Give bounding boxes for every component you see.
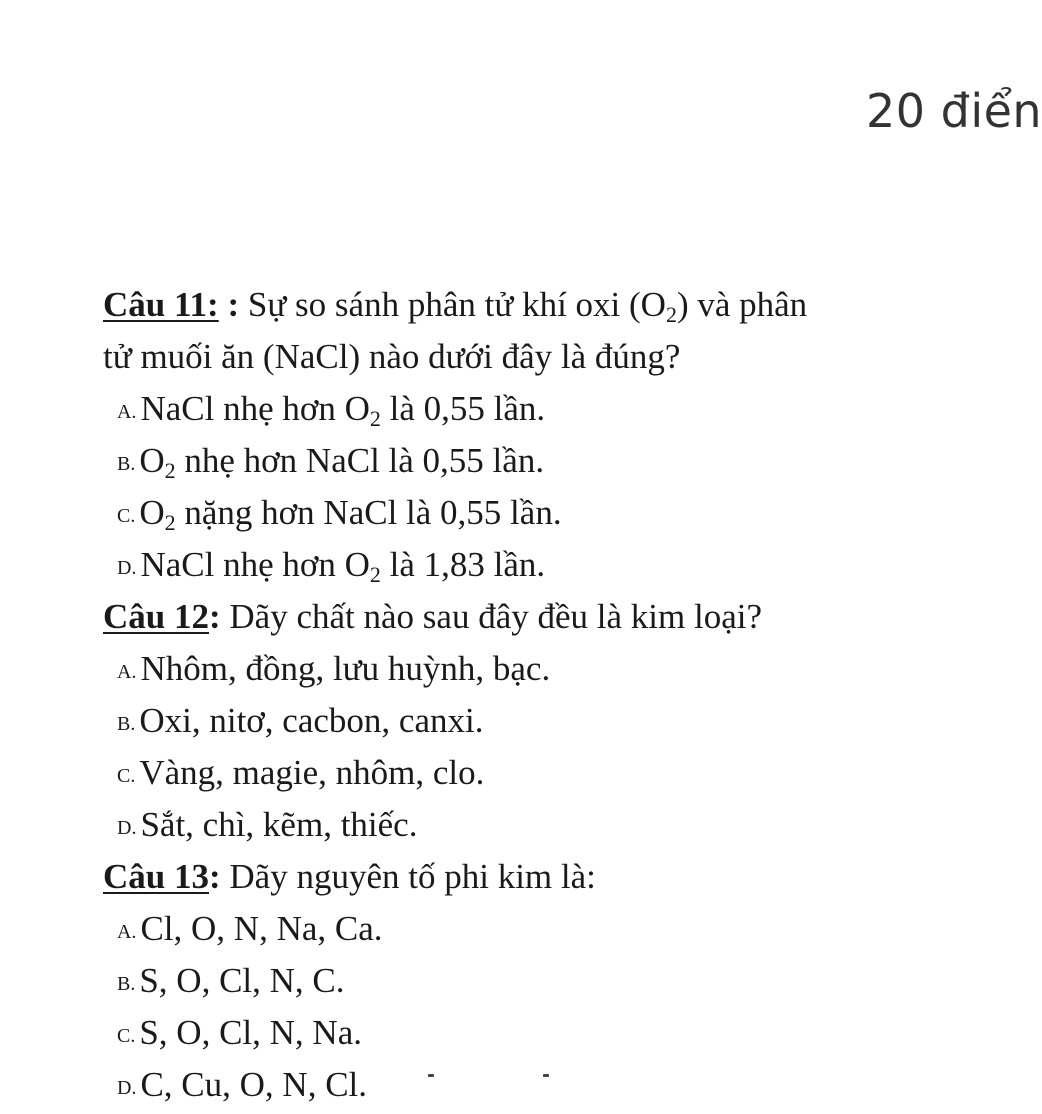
question-12-stem	[0, 591, 1024, 643]
question-13-number: Câu 13	[103, 857, 209, 896]
option-letter: D.	[117, 1077, 137, 1099]
cut-off-next-line	[0, 1070, 1024, 1082]
option-letter: A.	[117, 921, 137, 943]
option-letter: B.	[117, 453, 136, 475]
option-letter: B.	[117, 713, 136, 735]
question-11-stem	[0, 279, 1024, 331]
option-letter: C.	[117, 505, 136, 527]
question-11-option-d: D. NaCl nhẹ hơn $O_2$ là 1,83 lần.	[117, 545, 546, 587]
option-letter: C.	[117, 1025, 136, 1047]
question-12-number: Câu 12	[103, 597, 209, 636]
question-11-option-b: B. $O_2$ nhẹ hơn NaCl là 0,55 lần.	[117, 441, 545, 483]
question-11-separator: :	[218, 285, 240, 324]
question-11-continuation: tử muối ăn (NaCl) nào dưới đây là đúng?	[103, 337, 681, 376]
question-12-option-d: D. Sắt, chì, kẽm, thiếc.	[117, 805, 418, 844]
question-12-option-a: A. Nhôm, đồng, lưu huỳnh, bạc.	[117, 649, 551, 688]
question-list	[0, 279, 1024, 1111]
question-11-number: Câu 11:	[103, 285, 219, 324]
question-12-separator: :	[209, 597, 221, 636]
score-label: 20 điển	[866, 84, 1042, 138]
question-13-stem	[0, 851, 1024, 903]
option-letter: A.	[117, 401, 137, 423]
question-13-separator: :	[209, 857, 221, 896]
option-letter: A.	[117, 661, 137, 683]
accent-mark	[428, 1074, 434, 1077]
option-letter: C.	[117, 765, 136, 787]
option-letter: B.	[117, 973, 136, 995]
question-11-option-a: A. NaCl nhẹ hơn $O_2$ là 0,55 lần.	[117, 389, 546, 431]
option-letter: D.	[117, 557, 137, 579]
question-13-option-a: A. Cl, O, N, Na, Ca.	[117, 909, 383, 948]
question-12-text: Dãy chất nào sau đây đều là kim loại?	[220, 597, 762, 636]
accent-mark	[543, 1074, 549, 1077]
question-11-formula: $(O_2)$	[629, 285, 689, 327]
question-13-option-c: C. S, O, Cl, N, Na.	[117, 1013, 362, 1052]
question-13-option-b: B. S, O, Cl, N, C.	[117, 961, 345, 1000]
question-12-option-c: C. Vàng, magie, nhôm, clo.	[117, 753, 485, 792]
option-letter: D.	[117, 817, 137, 839]
question-13-option-d: D. C, Cu, O, N, Cl.	[117, 1065, 368, 1104]
question-12-option-b: B. Oxi, nitơ, cacbon, canxi.	[117, 701, 484, 740]
question-11-option-c: C. $O_2$ nặng hơn NaCl là 0,55 lần.	[117, 493, 562, 535]
question-11-text-after: và phân	[688, 285, 808, 324]
question-13-text: Dãy nguyên tố phi kim là:	[220, 857, 596, 896]
question-11-text: Sự so sánh phân tử khí oxi	[239, 285, 630, 324]
